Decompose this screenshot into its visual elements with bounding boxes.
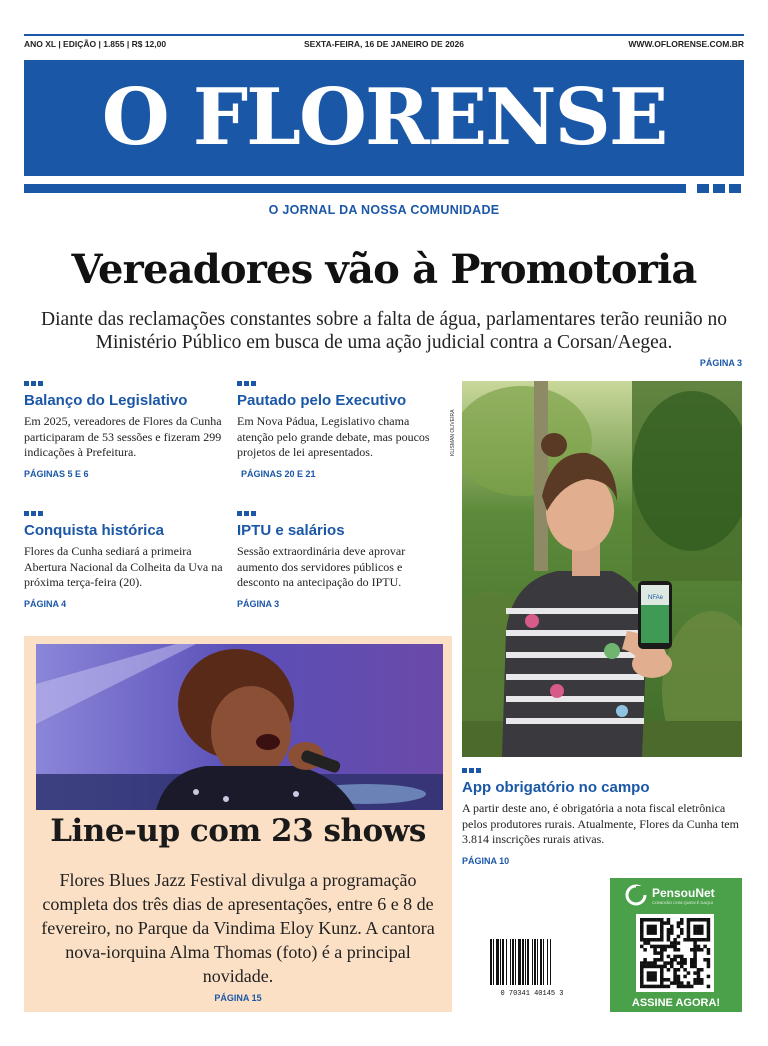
feature-text: Flores Blues Jazz Festival divulga a programação completa dos três dias de apresentações, entre 6 e 8 de fevereiro, no Parque da Vindima Eloy Kunz. A cantora nova-iorquina Alma Thomas (foto) é a principal novidade. [41,870,435,986]
website-link[interactable]: WWW.OFLORENSE.COM.BR [628,39,744,49]
feature-page-ref[interactable]: PÁGINA 15 [214,993,262,1003]
section-marker [24,381,232,386]
section-marker [237,511,443,516]
barcode [487,937,577,997]
barcode-number: 0 70341 40145 3 [500,990,564,997]
story-text: A partir deste ano, é obrigatória a nota fiscal eletrônica pelos produtores rurais. Atualmente, Flores da Cunha tem 3.814 inscrições rurais ativas. [462,801,739,846]
pensounet-ad[interactable] [610,878,742,1012]
section-marker [237,381,443,386]
story-page-ref[interactable]: PÁGINA 4 [24,598,67,609]
section-marker [24,511,232,516]
story-text: Flores da Cunha sediará a primeira Abertura Nacional da Colheita da Uva na próxima terça-feira (20). [24,544,223,589]
lead-page-ref[interactable]: PÁGINA 3 [699,358,742,368]
story-title[interactable]: Pautado pelo Executivo [237,392,407,409]
ad-brand: PensouNet [652,886,715,900]
farmer-photo[interactable] [462,381,742,757]
feature-title[interactable]: Line-up com 23 shows [50,813,426,849]
story-text: Em 2025, vereadores de Flores da Cunha participaram de 53 sessões e fizeram 299 indicações à Prefeitura. [24,414,222,459]
story-page-ref[interactable]: PÁGINA 3 [237,598,280,609]
top-rule [24,34,744,36]
story-pautado-executivo[interactable] [237,381,443,479]
story-text: Em Nova Pádua, Legislativo chama atenção pelo grande debate, mas poucos projetos de lei apresentados. [237,414,430,459]
subscribe-button[interactable]: ASSINE AGORA! [631,997,721,1009]
story-title[interactable]: Balanço do Legislativo [24,392,188,409]
newspaper-logo: O FLORENSE [101,72,667,163]
story-page-ref[interactable]: PÁGINAS 20 E 21 [241,468,316,479]
story-page-ref[interactable]: PÁGINAS 5 E 6 [24,468,89,479]
masthead-underline [24,184,686,193]
story-iptu-salarios[interactable] [237,511,443,609]
ad-tagline: CONEXÃO COM QUEM É DAQUI [652,900,714,905]
singer-photo[interactable] [36,644,443,810]
story-title[interactable]: Conquista histórica [24,522,165,539]
story-conquista-historica[interactable] [24,511,232,609]
lead-headline[interactable]: Vereadores vão à Promotoria [71,246,697,293]
story-title[interactable]: App obrigatório no campo [462,779,650,796]
issue-info: ANO XL | EDIÇÃO | 1.855 | R$ 12,00 [24,39,167,49]
story-page-ref[interactable]: PÁGINA 10 [462,855,510,866]
story-app-obrigatorio[interactable] [462,768,744,866]
qr-code[interactable] [636,914,714,992]
photo-credit: KLISMAN OLIVEIRA [450,409,456,456]
lead-deck: Diante das reclamações constantes sobre a falta de água, parlamentares terão reunião no Ministério Público em busca de uma ação judicial contra a Corsan/Aegea. [41,309,727,353]
masthead-square [729,184,741,193]
masthead-square [713,184,725,193]
masthead-square [697,184,709,193]
story-title[interactable]: IPTU e salários [237,522,345,539]
section-marker [462,768,744,773]
edition-bar [24,39,744,53]
story-balanco-legislativo[interactable] [24,381,232,479]
publication-date: SEXTA-FEIRA, 16 DE JANEIRO DE 2026 [304,39,464,49]
phone-screen-text: NFAe [648,595,664,601]
story-text: Sessão extraordinária deve aprovar aumento dos servidores públicos e desconto na antecipação do IPTU. [237,544,406,589]
tagline: O JORNAL DA NOSSA COMUNIDADE [268,203,500,217]
masthead [24,60,744,176]
